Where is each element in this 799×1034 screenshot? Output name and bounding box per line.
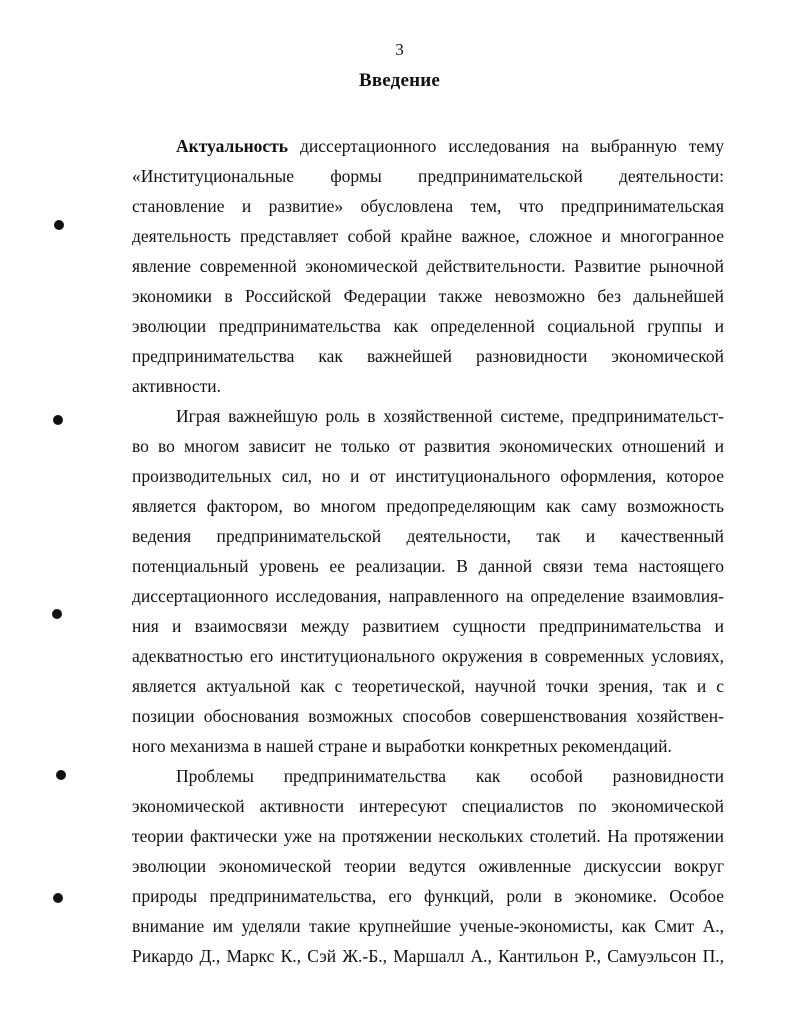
line-text: диссертационного исследования на выбранную тему: [288, 136, 724, 156]
text-line: ния и взаимосвязи между развитием сущности предпринимательства и: [132, 616, 724, 636]
text-line: деятельность представляет собой крайне важное, сложное и многогранное: [132, 226, 724, 246]
text-line: становление и развитие» обусловлена тем, что предпринимательская: [132, 196, 724, 216]
text-line: экономической активности интересуют специалистов по экономической: [132, 796, 724, 816]
text-line: «Институциональные формы предпринимательской деятельности:: [132, 166, 724, 186]
text-line: экономики в Российской Федерации также невозможно без дальнейшей: [132, 286, 724, 306]
text-line: [132, 131, 724, 161]
text-line: Рикардо Д., Маркс К., Сэй Ж.-Б., Маршалл А., Кантильон Р., Самуэльсон П.,: [132, 946, 724, 966]
text-line: во во многом зависит не только от развития экономических отношений и: [132, 436, 724, 456]
text-line: потенциальный уровень ее реализации. В данной связи тема настоящего: [132, 556, 724, 576]
text-line: производительных сил, но и от институционального оформления, которое: [132, 466, 724, 486]
text-line: предпринимательства как важнейшей разновидности экономической: [132, 346, 724, 366]
text-line: является актуальной как с теоретической, научной точки зрения, так и с: [132, 676, 724, 696]
text-line: является фактором, во многом предопределяющим как саму возможность: [132, 496, 724, 516]
text-line: позиции обоснования возможных способов совершенствования хозяйствен-: [132, 706, 724, 726]
text-line: ного механизма в нашей стране и выработки конкретных рекомендаций.: [132, 736, 672, 756]
binding-hole-mark: [53, 893, 63, 903]
text-line: явление современной экономической действительности. Развитие рыночной: [132, 256, 724, 276]
paragraph-problems: [132, 761, 724, 971]
paragraph-role: [132, 401, 724, 761]
text-line: диссертационного исследования, направленного на определение взаимовлия-: [132, 586, 724, 606]
binding-hole-mark: [54, 220, 64, 230]
body-text: [132, 131, 724, 971]
paragraph-relevance: [132, 131, 724, 401]
text-line: внимание им уделяли такие крупнейшие ученые-экономисты, как Смит А.,: [132, 916, 724, 936]
text-line: активности.: [132, 376, 222, 396]
binding-hole-mark: [53, 415, 63, 425]
text-line: эволюции предпринимательства как определенной социальной группы и: [132, 316, 724, 336]
text-line: эволюции экономической теории ведутся оживленные дискуссии вокруг: [132, 856, 724, 876]
lead-term: Актуальность: [176, 136, 289, 156]
text-line: Проблемы предпринимательства как особой разновидности: [176, 766, 724, 786]
text-line: теории фактически уже на протяжении нескольких столетий. На протяжении: [132, 826, 724, 846]
page-number: 3: [395, 40, 404, 59]
binding-hole-mark: [56, 770, 66, 780]
text-line: Играя важнейшую роль в хозяйственной системе, предпринимательст-: [176, 406, 724, 426]
text-line: ведения предпринимательской деятельности, так и качественный: [132, 526, 724, 546]
page-title: Введение: [358, 70, 441, 91]
text-line: адекватностью его институционального окружения в современных условиях,: [132, 646, 724, 666]
text-line: природы предпринимательства, его функций, роли в экономике. Особое: [132, 886, 724, 906]
binding-hole-mark: [52, 609, 62, 619]
